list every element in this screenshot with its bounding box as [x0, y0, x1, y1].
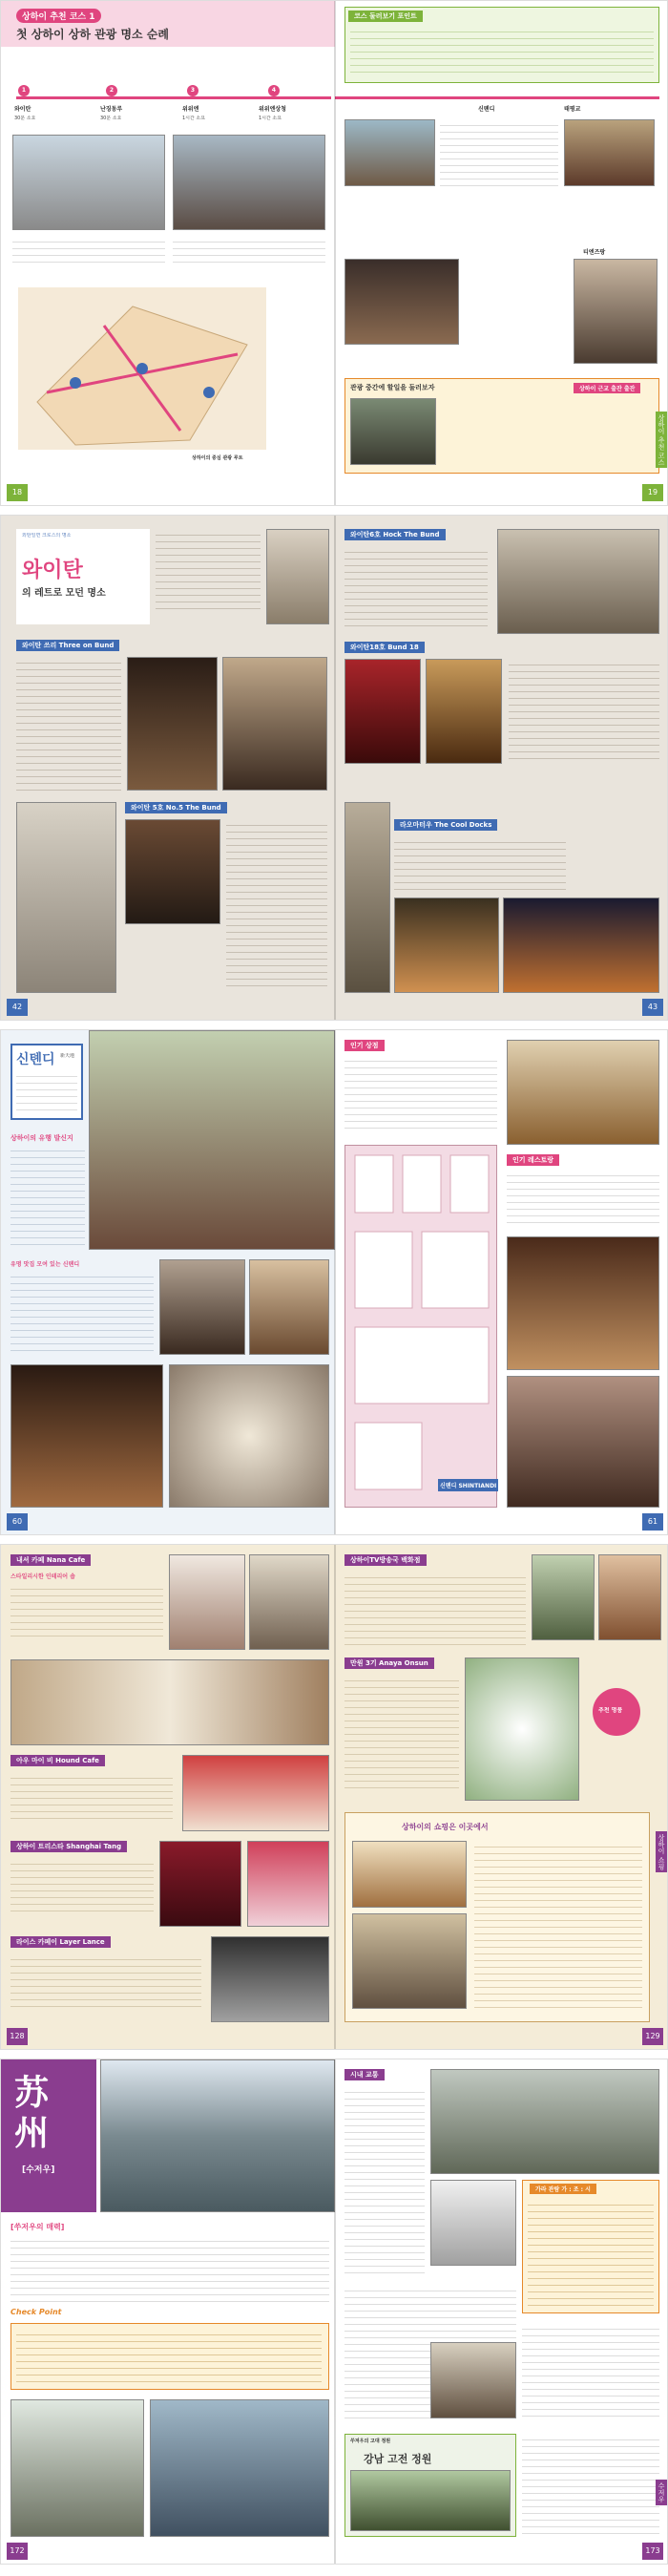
photo-restaurant	[507, 1236, 659, 1370]
recommend-badge-label: 추천 명품	[598, 1707, 623, 1714]
course-badge-label: 상하이 추천 코스	[22, 12, 87, 22]
section-cool-docks: 라오마터우 The Cool Docks	[394, 819, 497, 831]
section-shanghai-tang: 상하이 트리스타 Shanghai Tang	[10, 1841, 127, 1852]
page-number-left: 128	[7, 2028, 28, 2045]
photo-street	[507, 1376, 659, 1508]
route-line	[16, 96, 331, 99]
tag-line: 외탄일면 크로스의 명소	[22, 533, 72, 538]
photo-crowd	[89, 1030, 335, 1250]
section-tv-store: 상하이TV방송국 백화점	[344, 1554, 427, 1566]
route-time-1: 30분 소요	[14, 116, 36, 121]
section-text-1	[10, 1583, 163, 1640]
area-map	[344, 1145, 497, 1508]
photo-layer	[211, 1936, 329, 2022]
page-number-left: 42	[7, 999, 28, 1016]
photo-no6	[497, 529, 659, 634]
title-sub: 의 레트로 모던 명소	[22, 588, 106, 599]
intro-text	[156, 529, 261, 615]
photo-aerial	[430, 2069, 659, 2174]
spread-suzhou	[0, 2059, 668, 2565]
photo-bike	[430, 2342, 516, 2418]
route-stop-1: 와이탄	[14, 106, 31, 113]
route-time-3: 1시간 소요	[182, 116, 206, 121]
page-number-right: 129	[642, 2028, 663, 2045]
route-stop-6: 태평교	[564, 106, 581, 113]
course-badge-number: 1	[89, 12, 95, 22]
route-time-4: 1시간 소요	[259, 116, 282, 121]
page-left	[1, 1545, 335, 2050]
map-label: 상하이의 중심 관광 루트	[192, 455, 243, 461]
shopping-box-title: 상하이의 쇼핑은 이곳에서	[402, 1823, 489, 1831]
photo-cafe-1	[169, 1554, 245, 1650]
page-right	[335, 1030, 668, 1535]
route-time-2: 30분 소요	[100, 116, 122, 121]
course-box-title: 코스 둘러보기 포인트	[348, 11, 423, 22]
photo-three-2	[222, 657, 327, 791]
tour-text	[528, 2199, 654, 2310]
poi-shop-text	[344, 1055, 497, 1131]
title: 신톈디	[16, 1052, 55, 1067]
garden-title: 강남 고전 정원	[364, 2453, 432, 2465]
route-dot-3: 3	[187, 85, 198, 96]
section-layer: 라이스 카페이 Layer Lance	[10, 1936, 111, 1948]
map-graphic	[345, 1146, 498, 1509]
gutter	[334, 2059, 336, 2565]
map-label: 신톈디 SHINTIANDI	[438, 1479, 498, 1491]
photo-canal	[100, 2059, 335, 2212]
section-text-3	[344, 546, 488, 632]
page-right	[335, 516, 668, 1021]
section-text-5	[344, 1572, 526, 1648]
spread-xintiandi	[0, 1029, 668, 1535]
photo-nanjing	[173, 135, 325, 230]
page-right	[335, 2059, 668, 2565]
section-text-7	[474, 1841, 642, 2009]
poi-restaurant-title: 인기 레스토랑	[507, 1154, 559, 1166]
section-text-4	[10, 1953, 201, 2011]
title-main: 와이탄	[22, 559, 83, 582]
tip-head: 유명 맛집 모여 있는 신톈디	[10, 1261, 80, 1268]
page-right	[335, 1, 668, 506]
photo-garden	[350, 2470, 511, 2531]
route-dot-2: 2	[106, 85, 117, 96]
section-tour: 가라 관람 가 : 조 : 시	[530, 2184, 596, 2194]
photo-building	[266, 529, 329, 624]
photo-bund18-1	[344, 659, 421, 764]
section-bund18: 와이탄18호 Bund 18	[344, 642, 425, 653]
route-stop-2: 난징동루	[100, 106, 123, 113]
photo-no5-building	[16, 802, 116, 993]
title-tag: 新天地	[60, 1053, 75, 1059]
poi-shop-title: 인기 상점	[344, 1040, 385, 1051]
gutter	[334, 516, 336, 1021]
photo-store-2	[352, 1913, 467, 2009]
gutter	[334, 1030, 336, 1535]
spread-waitan	[0, 515, 668, 1021]
photo-yuyuan-2	[564, 119, 655, 186]
route-stop-5: 신톈디	[478, 106, 495, 113]
side-tab: 상하이 쇼핑	[656, 1831, 667, 1872]
bottom-box-title: 관광 중간에 할일을 둘러보자	[350, 384, 435, 391]
page-number-left: 60	[7, 1513, 28, 1531]
title-info	[16, 1070, 77, 1116]
side-tab: 수저우	[656, 2480, 667, 2505]
page-title: 첫 상하이 상하 관광 명소 순례	[16, 28, 169, 41]
page-left	[1, 516, 335, 1021]
photo-docks-2	[394, 897, 499, 993]
photo-river	[150, 2399, 329, 2537]
subhead: 상하이의 유행 발신지	[10, 1134, 73, 1142]
photo-dumplings	[169, 1364, 329, 1508]
section-anaya: 만원 3기 Anaya Onsun	[344, 1658, 434, 1669]
photo-bottom	[350, 398, 436, 465]
city-name-kr: [수저우]	[22, 2165, 55, 2175]
section-text-5	[394, 836, 566, 894]
section-hound: 아우 마이 비 Hound Cafe	[10, 1755, 105, 1766]
photo-three-1	[127, 657, 218, 791]
route-stop-3: 위위엔	[182, 106, 199, 113]
page-number-left: 18	[7, 484, 28, 501]
page-left	[1, 2059, 335, 2565]
photo-tianzifang	[574, 259, 658, 364]
section-three-on-bund: 와이탄 쓰리 Three on Bund	[16, 640, 119, 651]
spread-shopping	[0, 1544, 668, 2050]
section-no6: 와이탄6호 Hock The Bund	[344, 529, 446, 540]
section-text-1	[344, 2086, 425, 2277]
intro-title: [쑤저우의 매력]	[10, 2223, 65, 2231]
page-left	[1, 1030, 335, 1535]
photo-pagoda	[10, 2399, 144, 2537]
photo-store-1	[352, 1841, 467, 1908]
photo-cafe-3	[10, 1659, 329, 1745]
route-stop-7: 티엔즈팡	[583, 249, 606, 256]
section-text-4	[522, 2434, 659, 2537]
route-dot-1: 1	[18, 85, 30, 96]
section-text-2	[226, 819, 327, 991]
photo-night	[10, 1364, 163, 1508]
photo-waitan	[12, 135, 165, 230]
section-text-6	[344, 1675, 459, 1789]
intro-text	[10, 2235, 329, 2302]
caption-left-1	[12, 236, 165, 263]
area-map	[18, 287, 266, 450]
photo-bus	[430, 2180, 516, 2266]
photo-docks-1	[344, 802, 390, 993]
photo-no5-interior	[125, 819, 220, 924]
photo-tv-2	[598, 1554, 661, 1640]
caption-left-2	[173, 236, 325, 263]
photo-cafe-2	[249, 1554, 329, 1650]
course-badge	[16, 9, 101, 23]
tip-title: 상하이 근교 출잔 출잔	[574, 383, 640, 393]
photo-shop	[507, 1040, 659, 1145]
route-stop-4: 위위엔상청	[259, 106, 286, 113]
gutter	[334, 1545, 336, 2050]
intro-text	[10, 1145, 85, 1250]
photo-xintiandi	[344, 259, 459, 345]
photo-tang-1	[159, 1841, 241, 1927]
course-box-text	[350, 26, 654, 78]
photo-gate	[159, 1259, 245, 1355]
page-left	[1, 1, 335, 506]
section-text-4	[509, 659, 659, 764]
city-name-cn: 苏州	[14, 2073, 50, 2153]
gutter	[334, 1, 336, 506]
photo-dining	[249, 1259, 329, 1355]
section-text-3	[522, 2323, 659, 2418]
page-right	[335, 1545, 668, 2050]
photo-tv-1	[532, 1554, 595, 1640]
page-number-left: 172	[7, 2543, 28, 2560]
tip-text	[10, 1271, 154, 1357]
map-label: 쑤저우의 고대 정원	[350, 2439, 391, 2444]
section-transport: 시내 교통	[344, 2069, 385, 2080]
map-graphic	[18, 287, 266, 450]
spread-course	[0, 0, 668, 506]
check-title: Check Point	[10, 2308, 62, 2316]
photo-tang-2	[247, 1841, 329, 1927]
route-line-right	[335, 96, 659, 99]
section-text-3	[10, 1858, 154, 1915]
poi-restaurant-text	[507, 1170, 659, 1227]
photo-hound	[182, 1755, 329, 1831]
section-nana-cafe: 내셔 카페 Nana Cafe	[10, 1554, 91, 1566]
section-sub-1: 스타일리시한 인테리어 숍	[10, 1573, 75, 1580]
page-number-right: 61	[642, 1513, 663, 1531]
check-text	[16, 2329, 322, 2384]
page-number-right: 43	[642, 999, 663, 1016]
photo-panda	[465, 1658, 579, 1801]
section-text-2	[10, 1772, 173, 1820]
photo-yuyuan-1	[344, 119, 435, 186]
photo-bund18-2	[426, 659, 502, 764]
section-no5: 와이탄 5호 No.5 The Bund	[125, 802, 227, 813]
right-col-text	[440, 119, 558, 186]
side-tab: 상하이 추천 코스	[656, 412, 667, 468]
section-text-1	[16, 657, 121, 791]
page-number-right: 19	[642, 484, 663, 501]
page-number-right: 173	[642, 2543, 663, 2560]
photo-docks-3	[503, 897, 659, 993]
route-dot-4: 4	[268, 85, 280, 96]
